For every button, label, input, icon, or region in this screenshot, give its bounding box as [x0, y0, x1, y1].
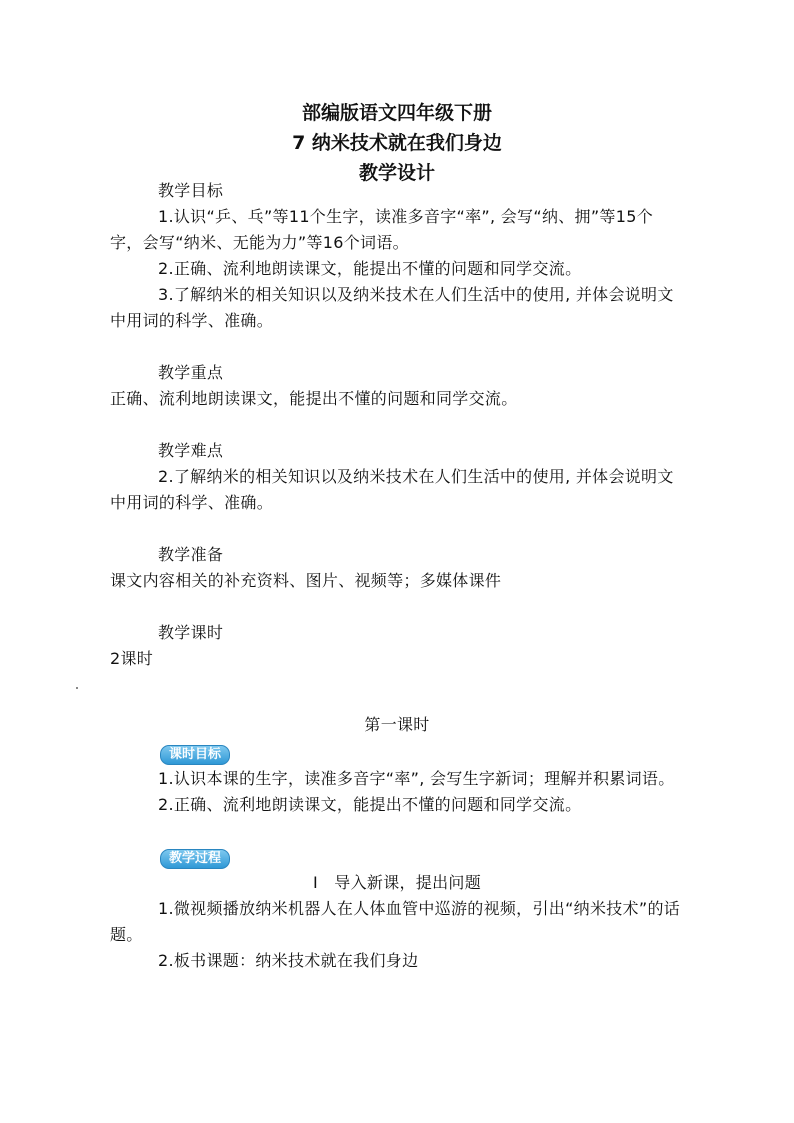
- section-heading-1: Ⅰ 导入新课，提出问题: [312, 873, 482, 892]
- key-points-heading: 教学重点: [158, 363, 224, 382]
- goal-item-3: 3.了解纳米的相关知识以及纳米技术在人们生活中的使用, 并体会说明文中用词的科学、准确。: [110, 285, 674, 330]
- teaching-process-badge: 教学过程: [160, 849, 230, 869]
- spacer: [110, 412, 684, 438]
- key-points-text: 正确、流利地朗读课文，能提出不懂的问题和同学交流。: [110, 389, 518, 408]
- lesson-goal-2: 2.正确、流利地朗读课文，能提出不懂的问题和同学交流。: [158, 795, 582, 814]
- document-body: [110, 178, 684, 672]
- document-header: [110, 98, 684, 188]
- process-step-1: 1.微视频播放纳米机器人在人体血管中巡游的视频，引出“纳米技术”的话题。: [110, 899, 681, 944]
- lesson-one-title: 第一课时: [364, 715, 430, 734]
- difficulties-text: 2.了解纳米的相关知识以及纳米技术在人们生活中的使用, 并体会说明文中用词的科学、准确。: [110, 467, 674, 512]
- spacer: [110, 594, 684, 620]
- difficulties-heading: 教学难点: [158, 441, 224, 460]
- hours-heading: 教学课时: [158, 623, 224, 642]
- goals-heading: 教学目标: [158, 181, 224, 200]
- lesson-title: 7 纳米技术就在我们身边: [292, 132, 502, 154]
- lesson-one-section: [110, 712, 684, 974]
- textbook-title: 部编版语文四年级下册: [301, 102, 492, 124]
- preparation-text: 课文内容相关的补充资料、图片、视频等；多媒体课件: [110, 571, 502, 590]
- lesson-goals-badge: 课时目标: [160, 745, 230, 765]
- stray-mark: [76, 687, 78, 689]
- process-step-2: 2.板书课题：纳米技术就在我们身边: [158, 951, 419, 970]
- goal-item-1: 1.认识“乒、乓”等11个生字，读准多音字“率”, 会写“纳、拥”等15个字，会写“纳米、无能为力”等16个词语。: [110, 207, 653, 252]
- spacer: [110, 516, 684, 542]
- lesson-goal-1: 1.认识本课的生字，读准多音字“率”, 会写生字新词；理解并积累词语。: [158, 769, 675, 788]
- goal-item-2: 2.正确、流利地朗读课文，能提出不懂的问题和同学交流。: [158, 259, 582, 278]
- hours-text: 2课时: [110, 649, 154, 668]
- design-title: 教学设计: [358, 162, 435, 184]
- preparation-heading: 教学准备: [158, 545, 224, 564]
- spacer: [110, 334, 684, 360]
